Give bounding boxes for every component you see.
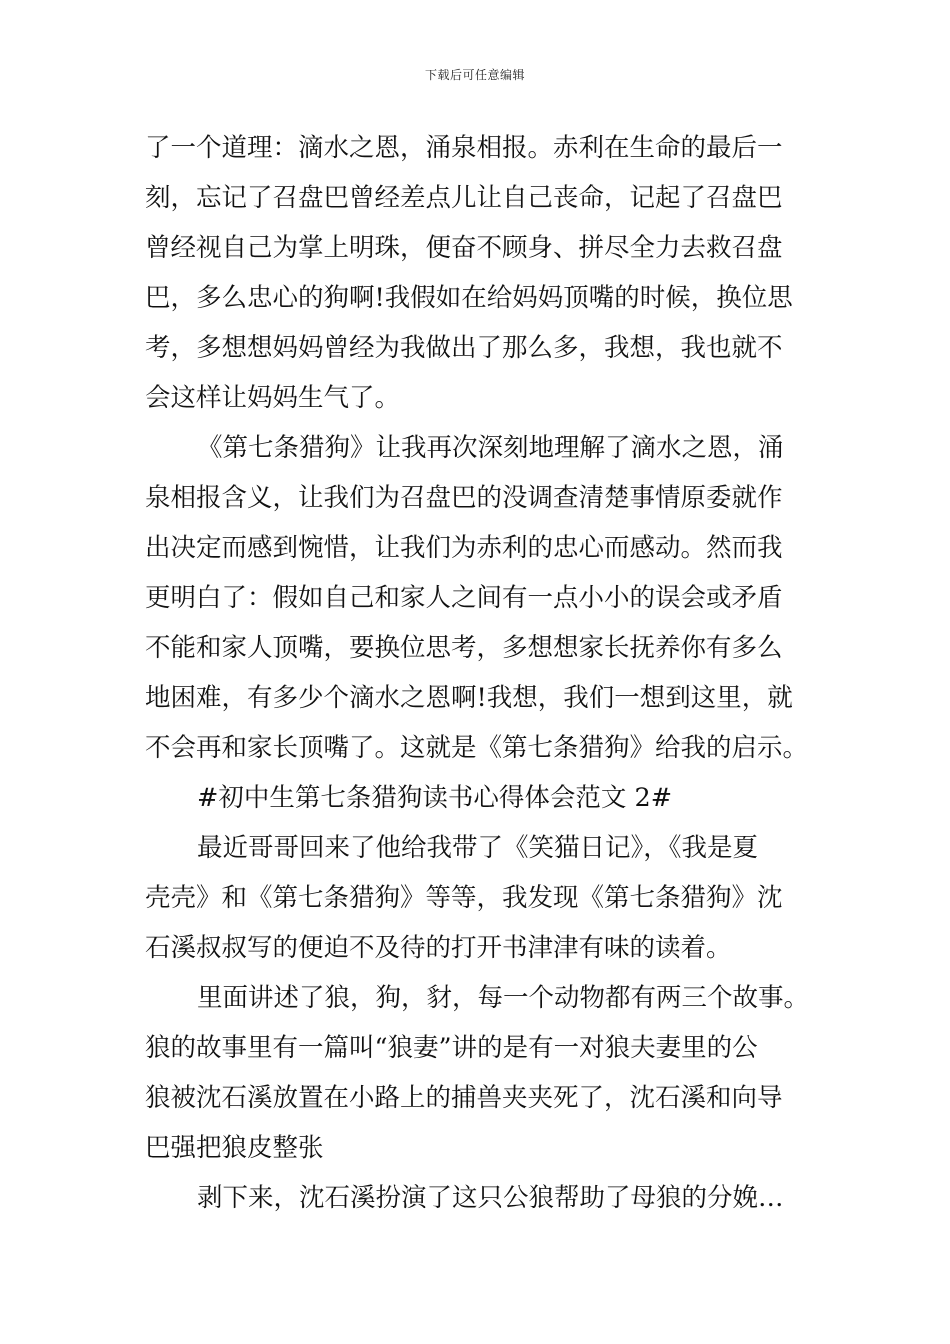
- text-line: 考，多想想妈妈曾经为我做出了那么多，我想，我也就不: [145, 333, 783, 363]
- text-line: #初中生第七条猎狗读书心得体会范文 2#: [197, 783, 673, 813]
- text-line: 巴，多么忠心的狗啊!我假如在给妈妈顶嘴的时候，换位思: [145, 283, 793, 313]
- text-line: 曾经视自己为掌上明珠，便奋不顾身、拼尽全力去救召盘: [145, 233, 783, 263]
- text-line: 《第七条猎狗》让我再次深刻地理解了滴水之恩，涌: [197, 433, 784, 463]
- text-line: 不能和家人顶嘴，要换位思考，多想想家长抚养你有多么: [145, 633, 783, 663]
- text-line: 剥下来，沈石溪扮演了这只公狼帮助了母狼的分娩…: [197, 1183, 784, 1213]
- text-line: 泉相报含义，让我们为召盘巴的没调查清楚事情原委就作: [145, 483, 783, 513]
- text-line: 出决定而感到惋惜，让我们为赤利的忠心而感动。然而我: [145, 533, 783, 563]
- page-header: 下载后可任意编辑: [424, 68, 525, 82]
- text-line: 石溪叔叔写的便迫不及待的打开书津津有味的读着。: [145, 933, 732, 963]
- body-text: [145, 123, 815, 1223]
- text-line: 最近哥哥回来了他给我带了《笑猫日记》，《我是夏: [197, 833, 759, 863]
- text-line: 狼的故事里有一篇叫“狼妻”讲的是有一对狼夫妻里的公: [145, 1033, 758, 1063]
- text-line: 里面讲述了狼，狗，豺，每一个动物都有两三个故事。: [197, 983, 810, 1013]
- text-line: 更明白了：假如自己和家人之间有一点小小的误会或矛盾: [145, 583, 783, 613]
- text-line: 狼被沈石溪放置在小路上的捕兽夹夹死了，沈石溪和向导: [145, 1083, 783, 1113]
- text-line: 壳壳》和《第七条猎狗》等等，我发现《第七条猎狗》沈: [145, 883, 783, 913]
- text-line: 巴强把狼皮整张: [145, 1133, 324, 1163]
- text-line: 会这样让妈妈生气了。: [145, 383, 401, 413]
- text-line: 地困难，有多少个滴水之恩啊!我想，我们一想到这里，就: [145, 683, 793, 713]
- text-line: 不会再和家长顶嘴了。这就是《第七条猎狗》给我的启示。: [145, 733, 809, 763]
- text-line: 了一个道理：滴水之恩，涌泉相报。赤利在生命的最后一: [145, 133, 783, 163]
- text-line: 刻，忘记了召盘巴曾经差点儿让自己丧命，记起了召盘巴: [145, 183, 783, 213]
